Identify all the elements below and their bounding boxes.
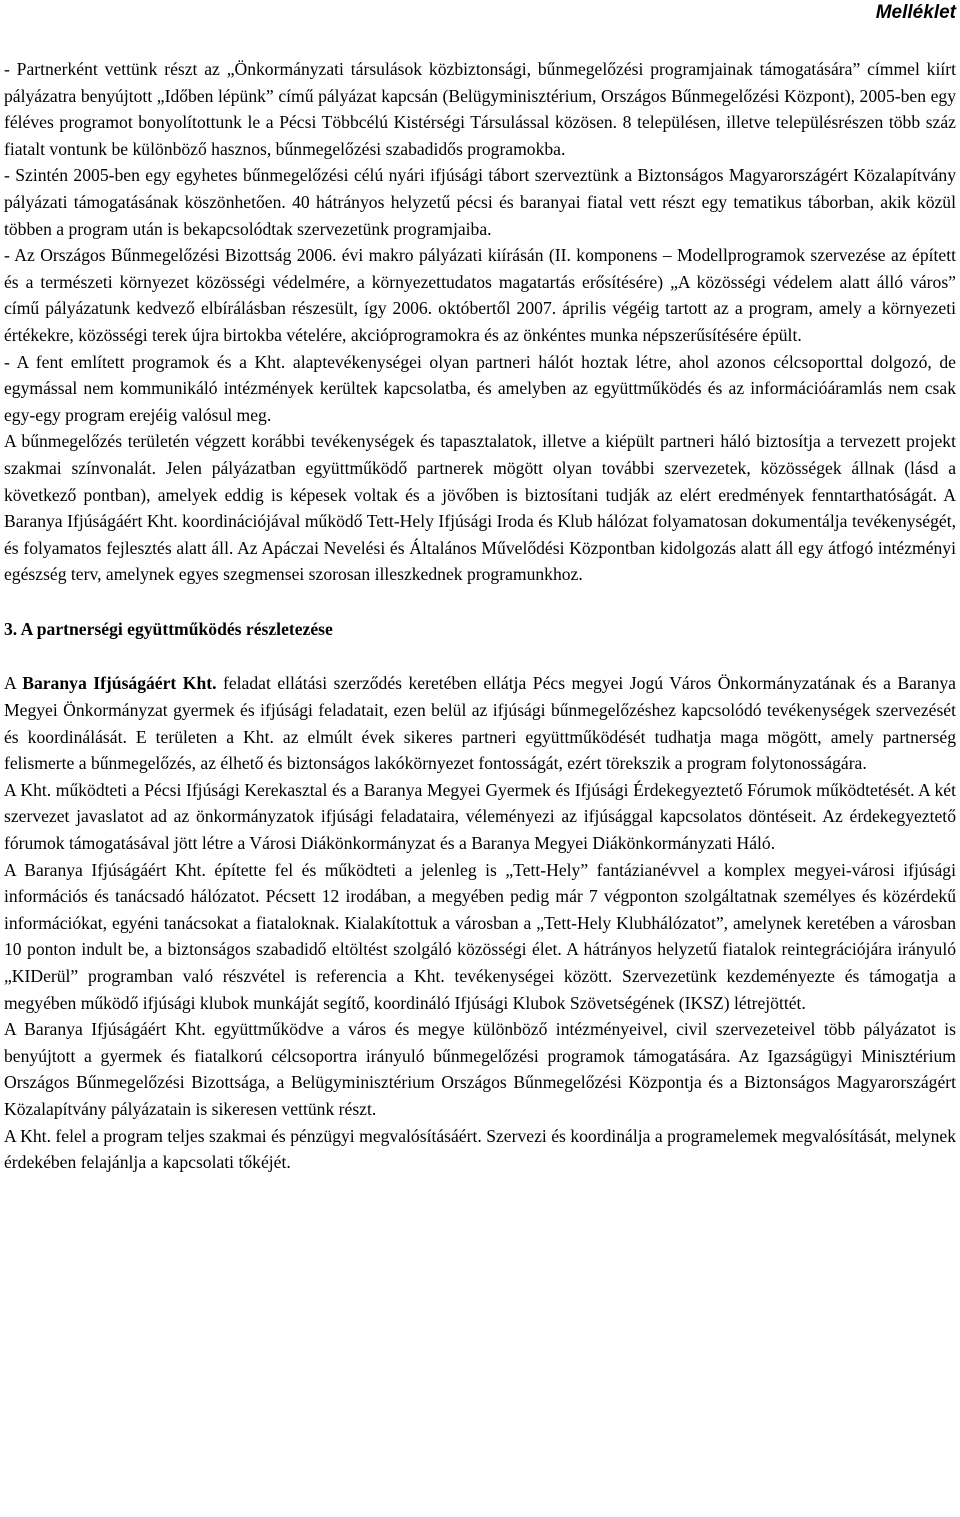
- paragraph-kht-intro: [4, 670, 956, 776]
- paragraph-partner-network: - A fent említett programok és a Kht. alaptevékenységei olyan partneri hálót hoztak létre, ahol azonos célcsoporttal dolgozó, de egymással nem kommunikáló intézmények kerültek kapcsolatba, és amelyben az együttműködés és az információáramlás nem csak egy-egy program erejéig valósul meg.: [4, 351, 956, 425]
- section-spacer: [4, 588, 956, 616]
- intro-rest: feladat ellátási szerződés keretében ellátja Pécs megyei Jogú Város Önkormányzatának és a Baranya Megyei Önkormányzat gyermek és ifjúsági feladatait, ezen belül az ifjúsági bűnmegelőzéshez kapcsolódó tevékenységek szervezését és koordinálását. E területen a Kht. az elmúlt évek sikeres partneri együttműködését tudhatja maga mögött, amely partnerség felismerte a bűnmegelőzés, az élhető és biztonságos lakókörnyezet fontosságát, ezért törekszik a program folytonosságára.: [4, 673, 956, 774]
- paragraph-macro-application: - Az Országos Bűnmegelőzési Bizottság 2006. évi makro pályázati kiírásán (II. komponens – Modellprogramok szervezése az épített és a természeti környezet közösségi védelmére, a környezettudatos magatartás erősítésére) „A közösségi védelem alatt álló város” című pályázatunk kedvező elbírálásban részesült, így 2006. októbertől 2007. április végéig tartott az a program, amely a környezeti értékekre, közösségi terek újra birtokba vételére, akcióprogramokra és az önkéntes munka népszerűsítésére épült.: [4, 245, 956, 345]
- paragraph-responsibility: A Kht. felel a program teljes szakmai és pénzügyi megvalósításáért. Szervezi és koordinálja a programelemek megvalósítását, melynek érdekében felajánlja a kapcsolati tőkéjét.: [4, 1125, 956, 1173]
- organization-name: Baranya Ifjúságáért Kht.: [22, 673, 217, 694]
- section-spacer: [4, 642, 956, 670]
- paragraph-forums: A Kht. működteti a Pécsi Ifjúsági Kerekasztal és a Baranya Megyei Gyermek és Ifjúsági Érdekegyeztető Fórumok működtetését. A két szervezet javaslatot ad az önkormányzatok ifjúsági feladataira, véleményezi az ifjúsággal kapcsolatos döntéseit. Az érdekegyeztető fórumok támogatásával jött létre a Városi Diákönkormányzat és a Baranya Megyei Diákönkormányzati Háló.: [4, 779, 956, 854]
- paragraph-partner-program: - Partnerként vettünk részt az „Önkormányzati társulások közbiztonsági, bűnmegelőzési programjainak támogatására” címmel kiírt pályázatra benyújtott „Időben lépünk” című pályázat kapcsán (Belügyminisztérium, Országos Bűnmegelőzési Központ), 2005-ben egy féléves programot bonyolítottunk le a Pécsi Többcélú Kistérségi Társulással közösen. 8 településen, illetve településrészen több száz fiatalt vontunk be különböző hasznos, bűnmegelőzési szabadidős programokba.: [4, 59, 956, 159]
- document-body: [4, 56, 956, 1176]
- paragraph-summer-camp: - Szintén 2005-ben egy egyhetes bűnmegelőzési célú nyári ifjúsági tábort szerveztünk a Biztonságos Magyarországért Közalapítvány pályázati támogatásának köszönhetően. 40 hátrányos helyzetű pécsi és baranyai fiatal vett részt egy tematikus táborban, akik közül többen a program után is bekapcsolódtak szervezetünk programjaiba.: [4, 165, 956, 239]
- page-header-label: Melléklet: [875, 2, 956, 23]
- paragraph-prior-experience: A bűnmegelőzés területén végzett korábbi tevékenységek és tapasztalatok, illetve a kiépült partneri háló biztosítja a tervezett projekt szakmai színvonalát. Jelen pályázatban együttműködő partnerek mögött olyan további szervezetek, közösségek állnak (lásd a következő pontban), amelyek eddig is képesek voltak és a jövőben is biztosítani tudják az elért eredmények fenntarthatóságát. A Baranya Ifjúságáért Kht. koordinációjával működő Tett-Hely Ifjúsági Iroda és Klub hálózat folyamatosan dokumentálja tevékenységét, és folyamatos fejlesztés alatt áll. Az Apáczai Nevelési és Általános Művelődési Központban kidolgozás alatt áll egy átfogó intézményi egészség terv, amelynek egyes szegmensei szorosan illeszkednek programunkhoz.: [4, 431, 956, 585]
- section-title: 3. A partnerségi együttműködés részletezése: [4, 618, 333, 639]
- paragraph-applications: A Baranya Ifjúságáért Kht. együttműködve a város és megye különböző intézményeivel, civil szervezeteivel több pályázatot is benyújtott a gyermek és fiatalkorú célcsoportra irányuló bűnmegelőzési programok támogatására. Az Igazságügyi Minisztérium Országos Bűnmegelőzési Bizottsága, a Belügyminisztérium Országos Bűnmegelőzési Központja és a Biztonságos Magyarországért Közalapítvány pályázatain is sikeresen vettünk részt.: [4, 1019, 956, 1119]
- paragraph-tett-hely: A Baranya Ifjúságáért Kht. építette fel és működteti a jelenleg is „Tett-Hely” fantázianévvel a komplex megyei-városi ifjúsági információs és tanácsadó hálózatot. Pécsett 12 irodában, a megyében pedig már 7 végponton szolgáltatnak személyes és közérdekű információkat, egyéni tanácsokat a fiataloknak. Kialakítottuk a városban a „Tett-Hely Klubhálózatot”, amelynek keretében a városban 10 ponton indult be, a biztonságos szabadidő eltöltést szolgáló közösségi élet. A hátrányos helyzetű fiatalok reintegrációjára irányuló „KIDerül” programban való részvétel is referencia a Kht. tevékenységei között. Szervezetünk kezdeményezte és támogatja a megyében működő ifjúsági klubok munkáját segítő, koordináló Ifjúsági Klubok Szövetségének (IKSZ) létrejöttét.: [4, 859, 956, 1013]
- intro-prefix: A: [4, 673, 23, 694]
